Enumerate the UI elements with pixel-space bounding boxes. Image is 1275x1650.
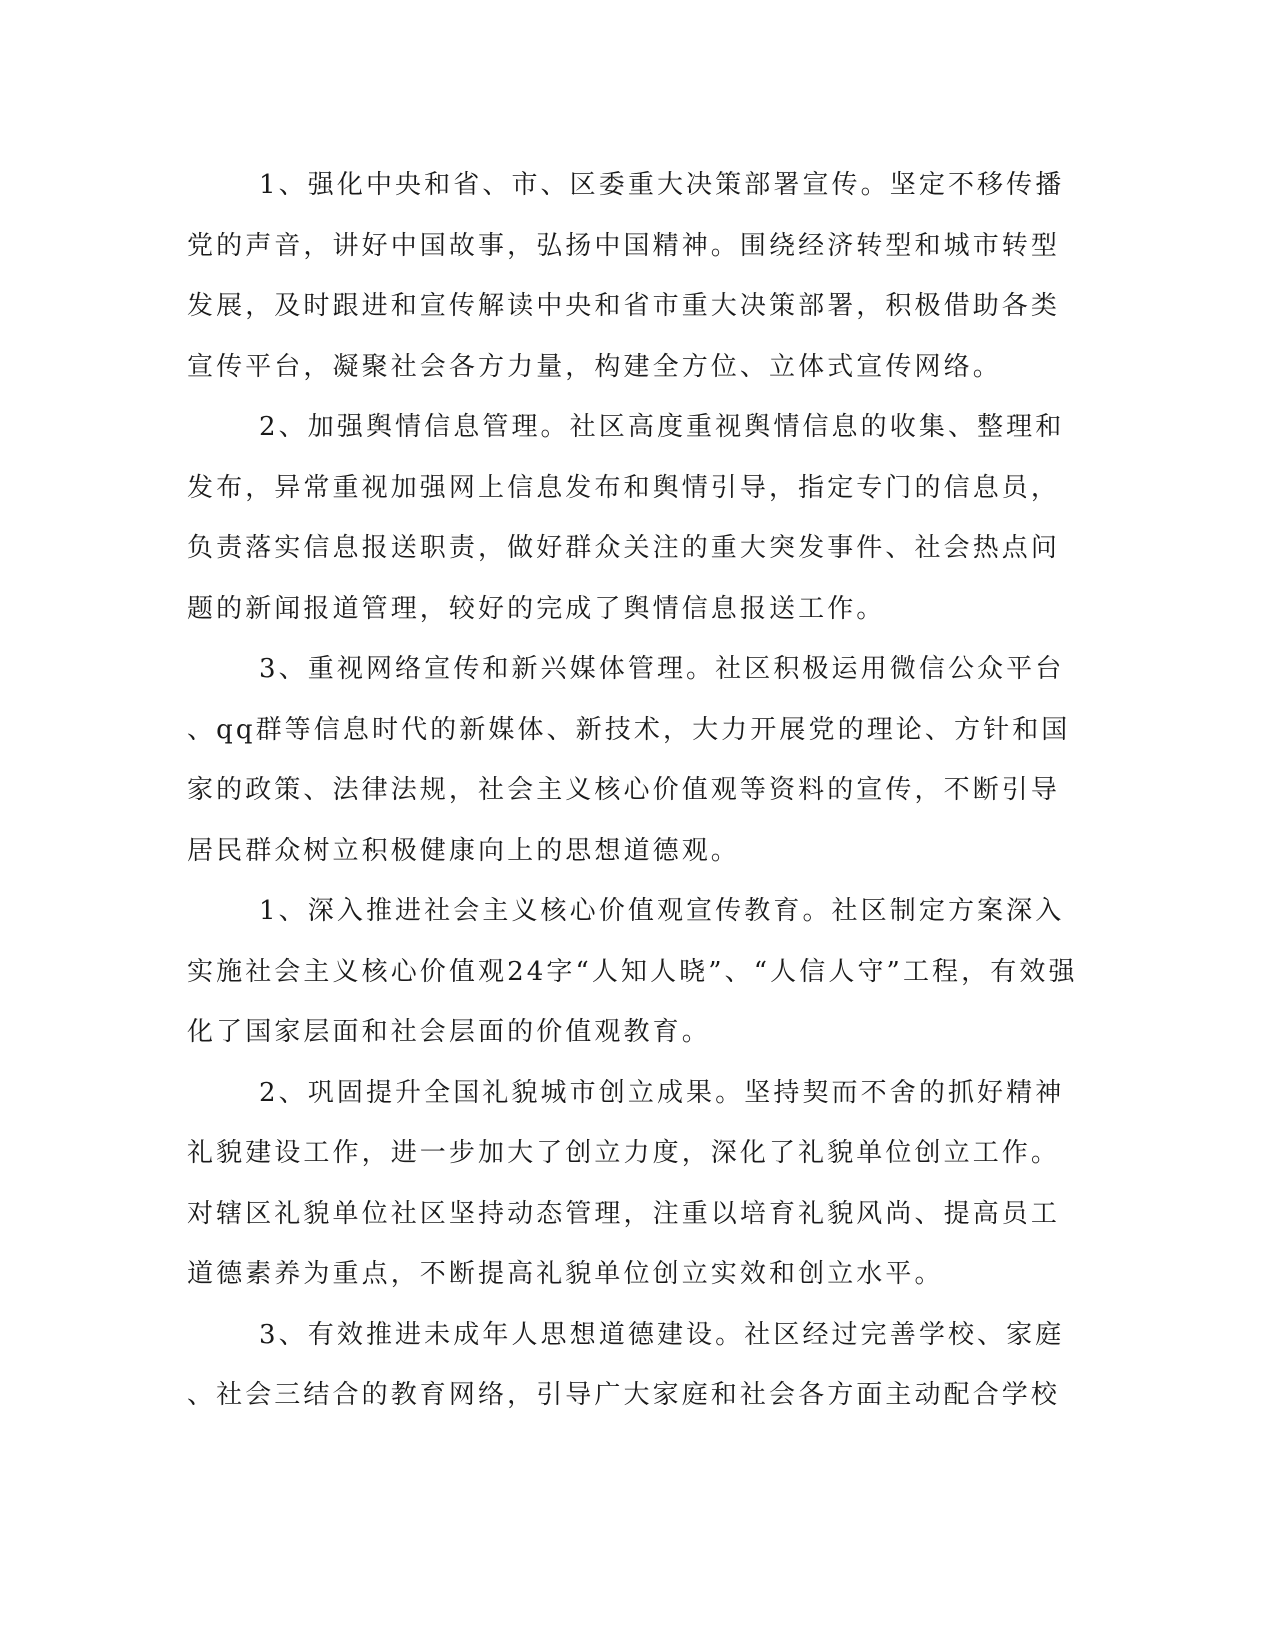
- text-line: 发展，及时跟进和宣传解读中央和省市重大决策部署，积极借助各类: [187, 291, 1061, 321]
- text-line: 礼貌建设工作，进一步加大了创立力度，深化了礼貌单位创立工作。: [187, 1138, 1061, 1168]
- text-line: 1、强化中央和省、市、区委重大决策部署宣传。坚定不移传播: [259, 170, 1065, 200]
- text-line: 对辖区礼貌单位社区坚持动态管理，注重以培育礼貌风尚、提高员工: [187, 1198, 1061, 1229]
- text-line: 题的新闻报道管理，较好的完成了舆情信息报送工作。: [187, 593, 886, 624]
- text-line: 2、巩固提升全国礼貌城市创立成果。坚持契而不舍的抓好精神: [259, 1077, 1065, 1108]
- text-line: 3、有效推进未成年人思想道德建设。社区经过完善学校、家庭: [259, 1319, 1065, 1350]
- text-line: 道德素养为重点，不断提高礼貌单位创立实效和创立水平。: [187, 1259, 944, 1289]
- text-line: 家的政策、法律法规，社会主义核心价值观等资料的宣传，不断引导: [187, 775, 1061, 805]
- text-line: 党的声音，讲好中国故事，弘扬中国精神。围绕经济转型和城市转型: [187, 230, 1061, 261]
- text-line: 、社会三结合的教育网络，引导广大家庭和社会各方面主动配合学校: [187, 1380, 1061, 1410]
- text-line: 负责落实信息报送职责，做好群众关注的重大突发事件、社会热点问: [187, 533, 1061, 563]
- paragraph-2: [187, 397, 1065, 639]
- text-line: 3、重视网络宣传和新兴媒体管理。社区积极运用微信公众平台: [259, 654, 1065, 684]
- text-line: 居民群众树立积极健康向上的思想道德观。: [187, 835, 740, 866]
- text-line: 1、深入推进社会主义核心价值观宣传教育。社区制定方案深入: [259, 896, 1065, 926]
- text-line: 化了国家层面和社会层面的价值观教育。: [187, 1017, 711, 1047]
- text-line: 发布，异常重视加强网上信息发布和舆情引导，指定专门的信息员，: [187, 472, 1061, 503]
- paragraph-4: [187, 881, 1078, 1063]
- text-line: 2、加强舆情信息管理。社区高度重视舆情信息的收集、整理和: [259, 412, 1065, 442]
- paragraph-1: [187, 155, 1065, 397]
- text-line: 、qq群等信息时代的新媒体、新技术，大力开展党的理论、方针和国: [187, 714, 1071, 745]
- paragraph-5: [187, 1063, 1065, 1305]
- text-line: 实施社会主义核心价值观24字“人知人晓”、“人信人守”工程，有效强: [187, 956, 1078, 987]
- paragraph-6: [187, 1305, 1065, 1426]
- paragraph-3: [187, 639, 1071, 881]
- text-line: 宣传平台，凝聚社会各方力量，构建全方位、立体式宣传网络。: [187, 351, 1002, 382]
- document-body: [187, 155, 1078, 1426]
